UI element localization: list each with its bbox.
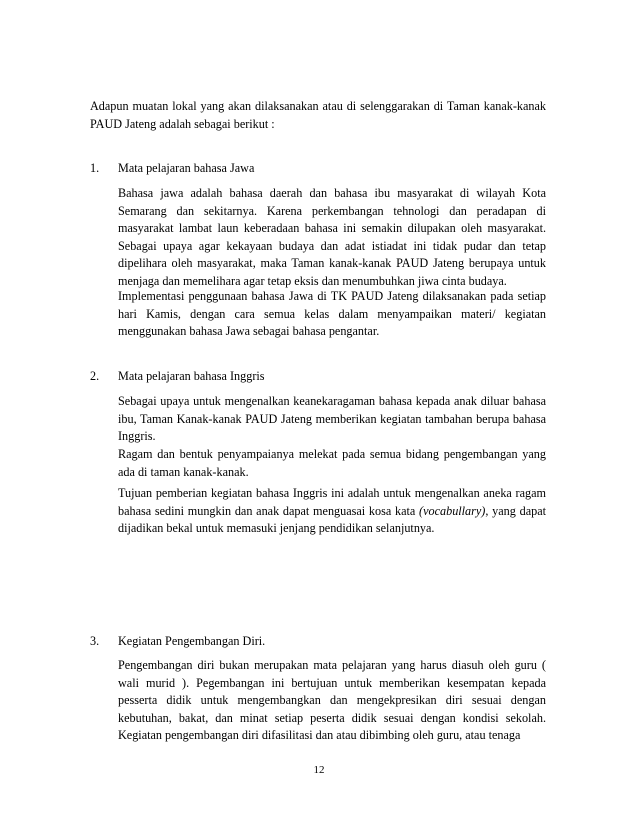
section-2-paragraph-2: Ragam dan bentuk penyampaianya melekat pada semua bidang pengembangan yang ada di taman kanak-kanak. [118,447,546,479]
section-1-paragraph-1: Bahasa jawa adalah bahasa daerah dan bahasa ibu masyarakat di wilayah Kota Semarang dan sekitarnya. Karena perkembangan tehnologi dan peradapan di masyarakat lambat laun keberadaan bahasa ini semakin dilupakan oleh masyarakat. Sebagai upaya agar kekayaan budaya dan adat istiadat ini tidak pudar dan tetap dipelihara oleh masyarakat, maka Taman kanak-kanak PAUD Jateng berupaya untuk menjaga dan memelihara agar tetap eksis dan menumbuhkan jiwa cinta budaya. [118,186,546,288]
section-3-paragraph-1: Pengembangan diri bukan merupakan mata pelajaran yang harus diasuh oleh guru ( wali murid ). Pegembangan ini bertujuan untuk memberikan kesempatan kepada pesserta didik untuk mengembangkan dan mengekpresikan diri sesuai dengan kebutuhan, bakat, dan minat setiap peserta didik sesuai dengan kondisi sekolah. Kegiatan pengembangan diri difasilitasi dan atau dibimbing oleh guru, atau tenaga [118,658,546,742]
section-3-heading [90,633,550,651]
section-2-paragraph-3 [118,485,546,538]
section-3-title: Kegiatan Pengembangan Diri. [118,634,266,648]
section-3-number: 3. [90,634,100,648]
section-1-number: 1. [90,161,100,175]
section-1-paragraph-2: Implementasi penggunaan bahasa Jawa di TK PAUD Jateng dilaksanakan pada setiap hari Kamis, dengan cara semua kelas dalam menyampaikan materi/ kegiatan menggunakan bahasa Jawa sebagai bahasa pengantar. [118,289,546,338]
section-2-paragraph-1: Sebagai upaya untuk mengenalkan keanekaragaman bahasa kepada anak diluar bahasa ibu, Taman Kanak-kanak PAUD Jateng memberikan kegiatan tambahan berupa bahasa Inggris. [118,394,546,443]
section-2-title: Mata pelajaran bahasa Inggris [118,369,265,383]
section-1-heading [90,160,550,178]
section-2-heading [90,368,550,386]
section-1-title: Mata pelajaran bahasa Jawa [118,161,255,175]
intro-paragraph: Adapun muatan lokal yang akan dilaksanakan atau di selenggarakan di Taman kanak-kanak PAUD Jateng adalah sebagai berikut : [90,99,546,131]
section-2-number: 2. [90,369,100,383]
page-number: 12 [313,764,325,776]
section-2-paragraph-3-text-a: Tujuan pemberian kegiatan bahasa Inggris ini adalah untuk mengenalkan aneka ragam bahasa sedini mungkin dan anak dapat menguasai kosa kata [118,486,546,518]
section-2-paragraph-3-text-b: , yang dapat dijadikan bekal untuk memasuki jenjang pendidikan selanjutnya. [118,503,546,535]
vocabulary-term: (vocabullary) [419,503,486,518]
